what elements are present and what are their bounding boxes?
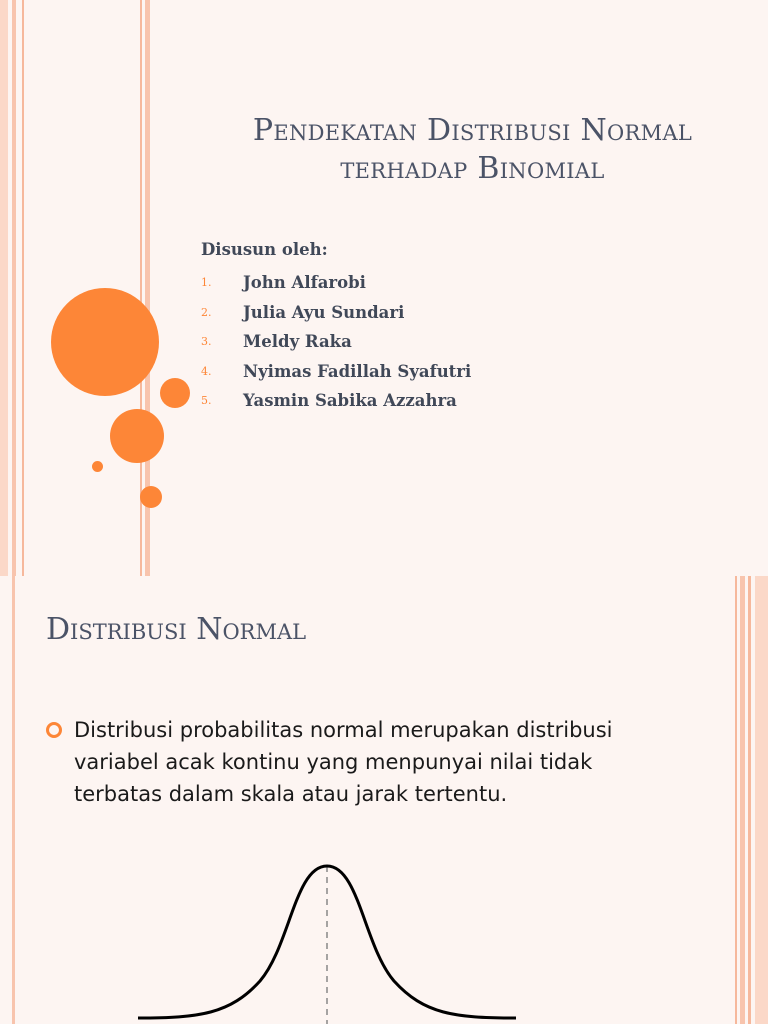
list-item [201, 298, 471, 328]
bullet-item [46, 714, 686, 810]
decor-stripe [735, 576, 737, 1024]
author-name: Nyimas Fadillah Syafutri [243, 361, 472, 381]
decor-stripe [755, 576, 768, 1024]
author-name: Meldy Raka [243, 332, 352, 351]
author-list [201, 238, 471, 416]
list-number: 5. [201, 394, 212, 407]
decor-circle [92, 461, 103, 472]
list-number: 4. [201, 364, 212, 378]
decor-circle [140, 486, 162, 508]
list-number: 1. [201, 276, 212, 289]
decor-circle [110, 409, 164, 463]
list-item [201, 327, 471, 357]
bullet-text: Distribusi probabilitas normal merupakan distribusi variabel acak kontinu yang menpunyai nilai tidak terbatas dalam skala atau jarak tertentu. [74, 718, 613, 806]
decor-circle [160, 378, 190, 408]
decor-stripe [22, 0, 24, 576]
ring-bullet-icon [46, 722, 62, 738]
decor-stripe [12, 576, 15, 1024]
decor-stripe [740, 576, 745, 1024]
list-number: 3. [201, 335, 212, 348]
list-item [201, 268, 471, 298]
author-name: John Alfarobi [243, 273, 366, 292]
decor-stripe [12, 0, 16, 576]
list-number: 2. [201, 305, 212, 319]
list-item [201, 357, 471, 387]
decor-circle [51, 288, 159, 396]
content-slide [0, 576, 768, 1024]
author-name: Julia Ayu Sundari [243, 302, 405, 322]
decor-stripe [0, 0, 8, 576]
list-item [201, 386, 471, 416]
decor-stripe [748, 576, 751, 1024]
slide-title: Distribusi Normal [46, 612, 307, 647]
normal-curve-icon [130, 856, 525, 1024]
author-name: Yasmin Sabika Azzahra [243, 391, 457, 410]
slide-title: Pendekatan Distribusi Normal terhadap Binomial [252, 113, 693, 186]
authors-heading: Disusun oleh: [201, 240, 328, 259]
